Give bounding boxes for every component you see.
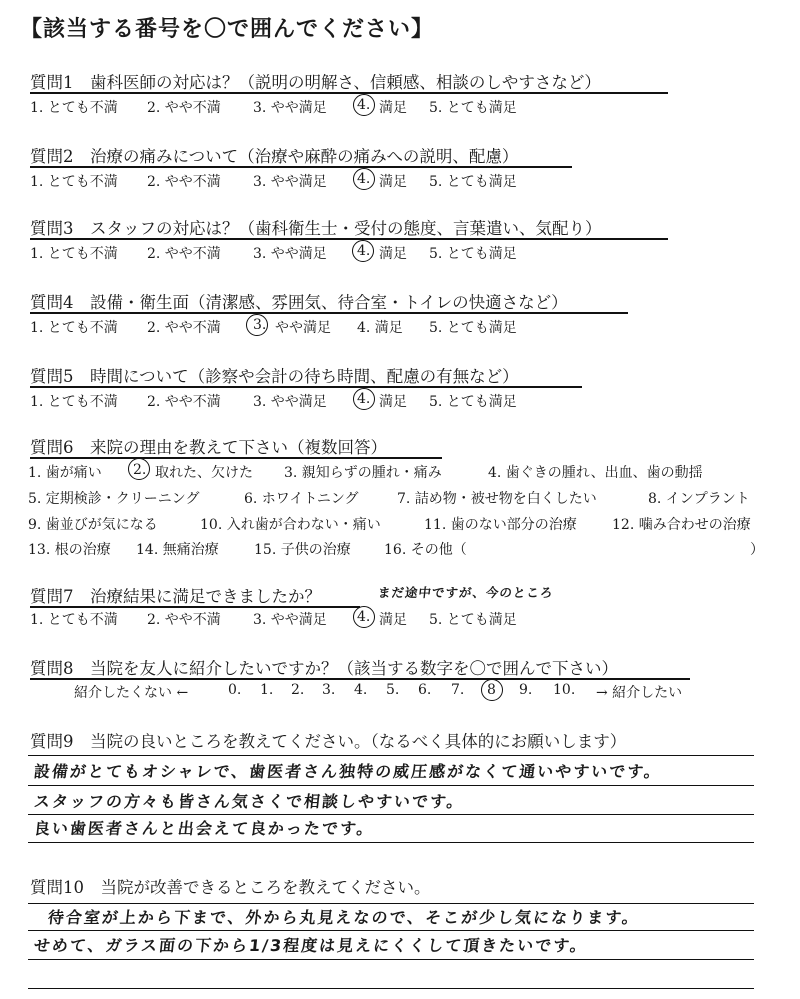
option-label: 満足: [379, 246, 407, 262]
selection-circle: [353, 168, 375, 190]
option: ）: [750, 542, 764, 558]
option-selected[interactable]: 4.: [357, 171, 371, 187]
question-6-row-4: [28, 539, 778, 559]
scale-value[interactable]: 5.: [386, 682, 400, 698]
option-label: 満足: [379, 394, 407, 410]
option-label: 満足: [379, 612, 407, 628]
question-6-heading: 質問6 来院の理由を教えて下さい（複数回答）: [30, 438, 387, 457]
option[interactable]: 5. とても満足: [429, 174, 517, 190]
scale-value[interactable]: 1.: [260, 682, 274, 698]
question-7-options: [30, 609, 730, 629]
option[interactable]: 11. 歯のない部分の治療: [424, 517, 577, 533]
question-5-underline: [30, 386, 582, 388]
option[interactable]: 5. とても満足: [429, 246, 517, 262]
option[interactable]: 3. やや満足: [253, 612, 327, 628]
option[interactable]: 2. やや不満: [147, 246, 221, 262]
selection-circle: [353, 94, 375, 116]
handwritten-answer: 設備がとてもオシャレで、歯医者さん独特の威圧感がなくて通いやすいです。: [32, 762, 663, 781]
answer-line: [28, 988, 754, 989]
scale-value[interactable]: 7.: [451, 682, 465, 698]
handwritten-answer: せめて、ガラス面の下から1/3程度は見えにくくして頂きたいです。: [32, 936, 589, 955]
scale-value[interactable]: 2.: [291, 682, 305, 698]
question-6-underline: [30, 457, 442, 459]
question-8-underline: [30, 678, 690, 680]
handwritten-answer: スタッフの方々も皆さん気さくで相談しやすいです。: [32, 792, 466, 811]
question-3-underline: [30, 238, 668, 240]
option-selected[interactable]: 4.: [357, 391, 371, 407]
option[interactable]: 3. やや満足: [253, 394, 327, 410]
question-10-heading: 質問10 当院が改善できるところを教えてください。: [30, 878, 431, 897]
answer-line: [28, 785, 754, 786]
option[interactable]: 2. やや不満: [147, 320, 221, 336]
option[interactable]: 4. 歯ぐきの腫れ、出血、歯の動揺: [488, 465, 703, 481]
option-label: 満足: [379, 100, 407, 116]
option[interactable]: 1. とても不満: [30, 174, 118, 190]
option-selected[interactable]: 3.: [253, 317, 267, 333]
option[interactable]: 8. インプラント: [648, 491, 750, 507]
option[interactable]: 5. とても満足: [429, 394, 517, 410]
question-9-heading: 質問9 当院の良いところを教えてください。（なるべく具体的にお願いします）: [30, 732, 627, 751]
question-1-options: [30, 97, 730, 117]
option-selected[interactable]: 4.: [357, 243, 371, 259]
option[interactable]: 2. やや不満: [147, 612, 221, 628]
option[interactable]: 14. 無痛治療: [136, 542, 219, 558]
question-7-underline: [30, 606, 360, 608]
scale-value-selected[interactable]: 8: [487, 682, 496, 698]
question-3-options: [30, 243, 730, 263]
option[interactable]: 3. やや満足: [253, 174, 327, 190]
option[interactable]: 1. とても不満: [30, 100, 118, 116]
question-1-heading: 質問1 歯科医師の対応は？（説明の明解さ、信頼感、相談のしやすさなど）: [30, 73, 601, 92]
option[interactable]: 6. ホワイトニング: [244, 491, 359, 507]
option[interactable]: 7. 詰め物・被せ物を白くしたい: [397, 491, 597, 507]
option-selected[interactable]: 4.: [357, 97, 371, 113]
option[interactable]: 3. やや満足: [253, 100, 327, 116]
option-label: 満足: [379, 174, 407, 190]
question-2-options: [30, 171, 730, 191]
question-4-options: [30, 317, 730, 337]
option[interactable]: 3. やや満足: [253, 246, 327, 262]
question-2-underline: [30, 166, 572, 168]
option[interactable]: 5. とても満足: [429, 320, 517, 336]
option[interactable]: 10. 入れ歯が合わない・痛い: [200, 517, 381, 533]
option[interactable]: 2. やや不満: [147, 100, 221, 116]
scale-value[interactable]: 4.: [354, 682, 368, 698]
question-2-heading: 質問2 治療の痛みについて（治療や麻酔の痛みへの説明、配慮）: [30, 147, 519, 166]
option[interactable]: 2. やや不満: [147, 174, 221, 190]
option[interactable]: 15. 子供の治療: [254, 542, 351, 558]
option[interactable]: 1. 歯が痛い: [28, 465, 102, 481]
scale-value[interactable]: 0.: [228, 682, 242, 698]
question-6-row-2: [28, 488, 778, 508]
option[interactable]: 1. とても不満: [30, 320, 118, 336]
option[interactable]: 5. 定期検診・クリーニング: [28, 491, 200, 507]
question-5-options: [30, 391, 730, 411]
question-1-underline: [30, 92, 668, 94]
option-selected[interactable]: 4.: [357, 609, 371, 625]
recommend-scale: [74, 682, 734, 702]
scale-value[interactable]: 3.: [322, 682, 336, 698]
question-4-heading: 質問4 設備・衛生面（清潔感、雰囲気、待合室・トイレの快適さなど）: [30, 293, 568, 312]
question-5-heading: 質問5 時間について（診察や会計の待ち時間、配慮の有無など）: [30, 367, 519, 386]
option[interactable]: 2. やや不満: [147, 394, 221, 410]
answer-line: [28, 755, 754, 756]
selection-circle: [353, 606, 375, 628]
option[interactable]: 1. とても不満: [30, 394, 118, 410]
option[interactable]: 1. とても不満: [30, 246, 118, 262]
answer-line: [28, 959, 754, 960]
option[interactable]: 4. 満足: [357, 320, 403, 336]
option[interactable]: 16. その他（: [384, 542, 467, 558]
question-4-underline: [30, 312, 628, 314]
option-selected[interactable]: 2.: [133, 462, 147, 478]
option[interactable]: 3. 親知らずの腫れ・痛み: [284, 465, 442, 481]
option[interactable]: 5. とても満足: [429, 100, 517, 116]
handwritten-answer: 良い歯医者さんと出会えて良かったです。: [32, 819, 376, 838]
scale-value[interactable]: 6.: [418, 682, 432, 698]
scale-value[interactable]: 10.: [553, 682, 576, 698]
question-6-row-3: [28, 514, 788, 534]
selection-circle: [352, 240, 374, 262]
selection-circle: [481, 679, 503, 701]
selection-circle: [246, 314, 268, 336]
option[interactable]: 12. 噛み合わせの治療: [612, 517, 751, 533]
question-8-heading: 質問8 当院を友人に紹介したいですか？（該当する数字を〇で囲んで下さい）: [30, 659, 618, 678]
handwritten-answer: 待合室が上から下まで、外から丸見えなので、そこが少し気になります。: [46, 908, 641, 927]
scale-value[interactable]: 9.: [519, 682, 533, 698]
question-3-heading: 質問3 スタッフの対応は？（歯科衛生士・受付の態度、言葉遣い、気配り）: [30, 219, 602, 238]
page-title: 【該当する番号を〇で囲んでください】: [20, 16, 435, 42]
scale-left-label: 紹介したくない ←: [74, 685, 189, 701]
option-label: やや満足: [275, 320, 331, 336]
option[interactable]: 13. 根の治療: [28, 542, 111, 558]
option[interactable]: 5. とても満足: [429, 612, 517, 628]
handwritten-note: まだ途中ですが、今のところ: [377, 585, 555, 600]
scale-right-label: → 紹介したい: [596, 685, 683, 701]
answer-line: [28, 930, 754, 931]
option-label: 取れた、欠けた: [155, 465, 253, 481]
selection-circle: [128, 458, 150, 480]
option[interactable]: 1. とても不満: [30, 612, 118, 628]
answer-line: [28, 842, 754, 843]
selection-circle: [353, 388, 375, 410]
option[interactable]: 9. 歯並びが気になる: [28, 517, 158, 533]
question-7-heading: 質問7 治療結果に満足できましたか？: [30, 587, 321, 606]
